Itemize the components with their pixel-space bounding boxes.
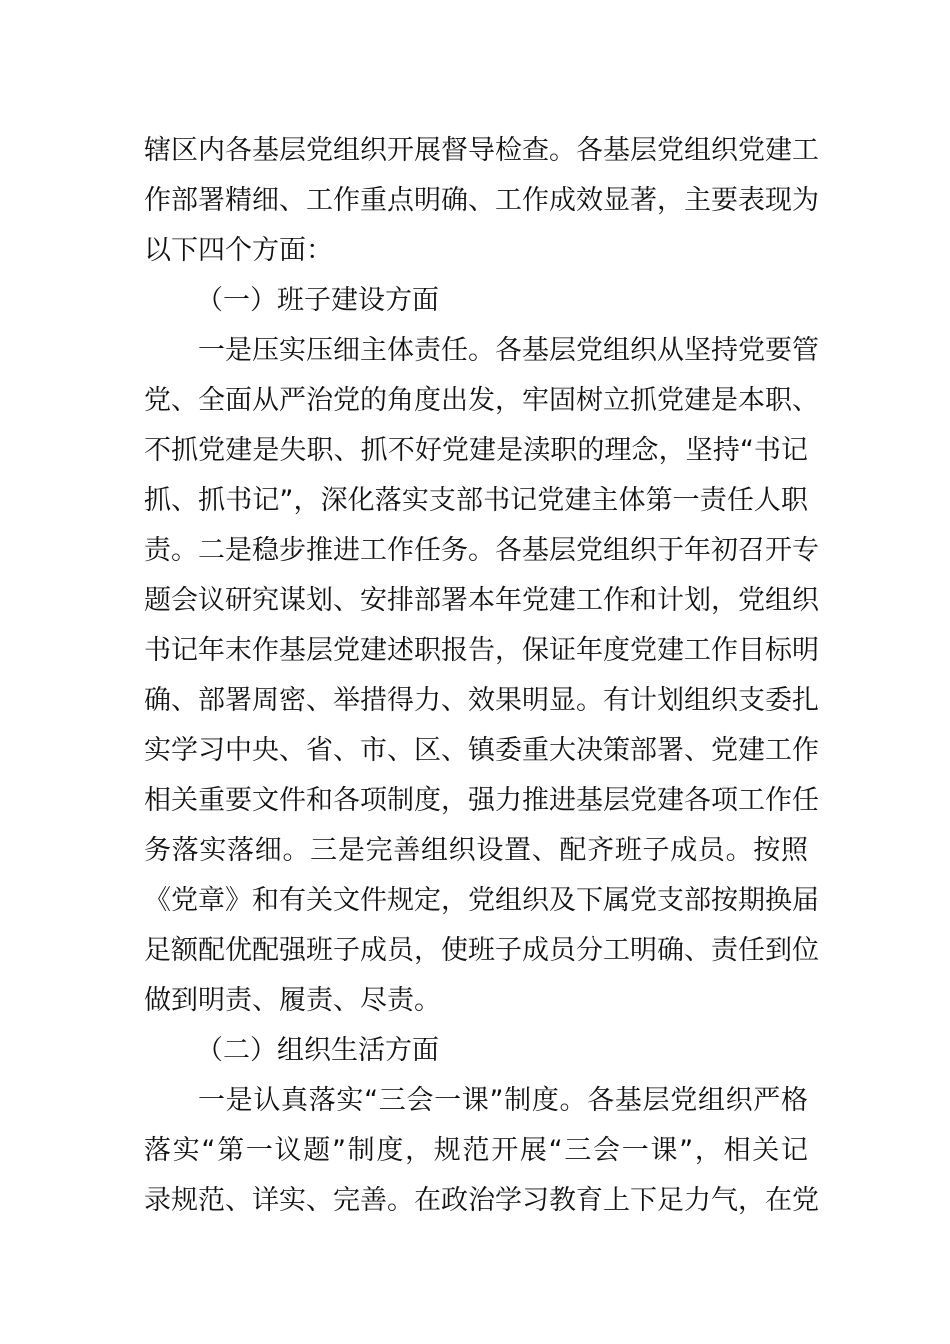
text-line-2: 作部署精细、工作重点明确、工作成效显著，主要表现为 bbox=[144, 185, 819, 216]
text-line-11: 书记年末作基层党建述职报告，保证年度党建工作目标明 bbox=[144, 635, 819, 666]
text-line-21: 落实“第一议题”制度，规范开展“三会一课”，相关记 bbox=[144, 1135, 808, 1166]
text-line-14: 相关重要文件和各项制度，强力推进基层党建各项工作任 bbox=[144, 785, 819, 816]
text-line-7: 不抓党建是失职、抓不好党建是渎职的理念，坚持“书记 bbox=[144, 435, 808, 466]
text-line-6: 党、全面从严治党的角度出发，牢固树立抓党建是本职、 bbox=[144, 385, 819, 416]
text-line-8: 抓、抓书记”，深化落实支部书记党建主体第一责任人职 bbox=[144, 485, 808, 516]
text-line-22: 录规范、详实、完善。在政治学习教育上下足力气，在党 bbox=[144, 1185, 819, 1216]
text-line-13: 实学习中央、省、市、区、镇委重大决策部署、党建工作 bbox=[144, 735, 819, 766]
text-line-16: 《党章》和有关文件规定，党组织及下属党支部按期换届 bbox=[144, 885, 819, 916]
text-line-20: 一是认真落实“三会一课”制度。各基层党组织严格 bbox=[198, 1085, 808, 1116]
text-line-1: 辖区内各基层党组织开展督导检查。各基层党组织党建工 bbox=[144, 135, 819, 166]
text-line-3: 以下四个方面： bbox=[144, 235, 333, 266]
text-line-12: 确、部署周密、举措得力、效果明显。有计划组织支委扎 bbox=[144, 685, 819, 716]
text-line-17: 足额配优配强班子成员，使班子成员分工明确、责任到位 bbox=[144, 935, 819, 966]
document-body bbox=[144, 126, 819, 1226]
text-line-5: 一是压实压细主体责任。各基层党组织从坚持党要管 bbox=[198, 335, 819, 366]
text-line-9: 责。二是稳步推进工作任务。各基层党组织于年初召开专 bbox=[144, 535, 819, 566]
section-heading-2: （二）组织生活方面 bbox=[196, 1035, 439, 1066]
text-line-18: 做到明责、履责、尽责。 bbox=[144, 985, 441, 1016]
section-heading-1: （一）班子建设方面 bbox=[196, 285, 439, 316]
text-line-10: 题会议研究谋划、安排部署本年党建工作和计划，党组织 bbox=[144, 585, 819, 616]
text-line-15: 务落实落细。三是完善组织设置、配齐班子成员。按照 bbox=[144, 835, 808, 866]
